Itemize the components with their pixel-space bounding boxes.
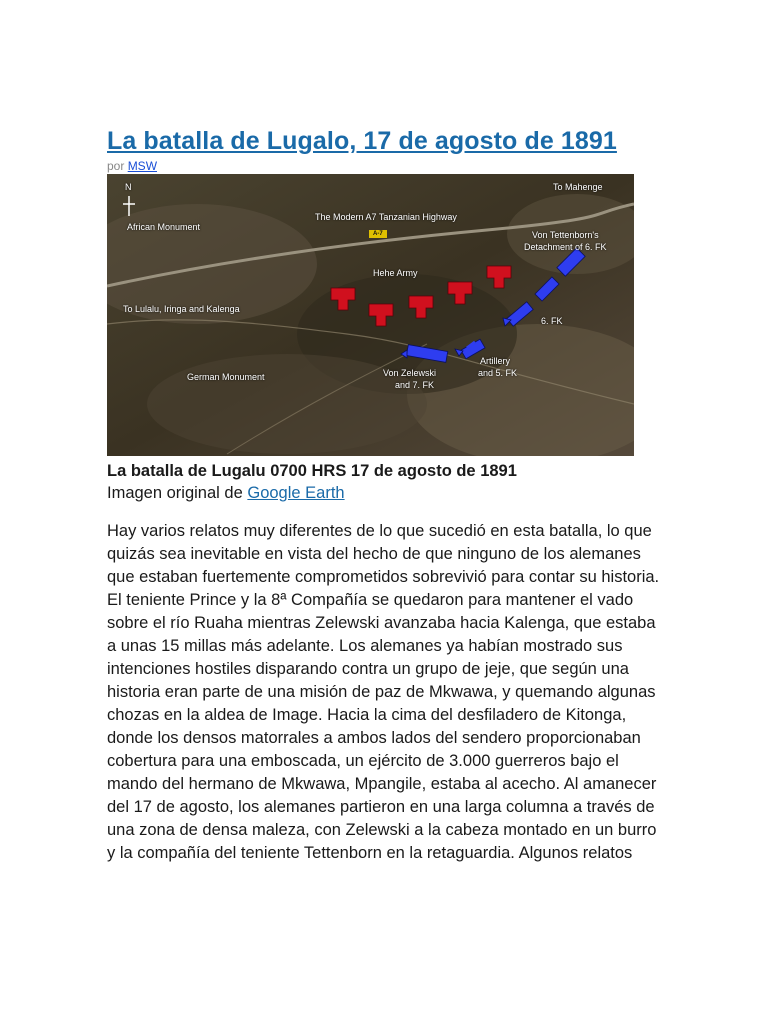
to-mahenge-label: To Mahenge: [553, 182, 603, 192]
north-label: N: [125, 182, 132, 192]
google-earth-link[interactable]: Google Earth: [247, 484, 345, 502]
artillery-label-2: and 5. FK: [478, 368, 518, 378]
article-body: Hay varios relatos muy diferentes de lo que sucedió en esta batalla, lo que quizás sea inevitable en vista del hecho de que ninguno de los alemanes que estaban fuertemente comprometidos sobrevivió para contar su historia. El teniente Prince y la 8ª Compañía se quedaron para mantener el vado sobre el río Ruaha mientras Zelewski avanzaba hacia Kalenga, que estaba a unas 15 millas más adelante. Los alemanes ya habían mostrado sus intenciones hostiles disparando contra un grupo de jeje, que según una historia eran parte de una misión de paz de Mkwawa, y quemando algunas chozas en la aldea de Image. Hacia la cima del desfiladero de Kitonga, donde los densos matorrales a ambos lados del sendero proporcionaban cobertura para una emboscada, un ejército de 3.000 guerreros bajo el mando del hermano de Mkwawa, Mpangile, estaba al acecho. Al amanecer del 17 de agosto, los alemanes partieron en una larga columna a través de una zona de densa maleza, con Zelewski a la cabeza montado en un burro y la compañía del teniente Tettenborn en la retaguardia. Algunos relatos: [107, 522, 660, 862]
hehe-army-label: Hehe Army: [373, 268, 418, 278]
zelewski-label: Von Zelewski: [383, 368, 437, 378]
highway-label: The Modern A7 Tanzanian Highway: [315, 212, 457, 222]
article: [107, 124, 667, 865]
to-lulalu-label: To Lulalu, Iringa and Kalenga: [123, 304, 240, 314]
zelewski-label-2: and 7. FK: [395, 380, 435, 390]
image-caption-title: La batalla de Lugalu 0700 HRS 17 de agosto de 1891: [107, 462, 517, 480]
byline: [107, 158, 667, 174]
image-caption-source: [107, 482, 667, 504]
african-monument-label: African Monument: [127, 222, 201, 232]
source-prefix: Imagen original de: [107, 484, 243, 502]
byline-prefix: por: [107, 159, 125, 173]
tettenborn-label: Von Tettenborn's: [532, 230, 599, 240]
german-monument-label: German Monument: [187, 372, 265, 382]
battle-map-image: [107, 174, 634, 456]
article-title[interactable]: La batalla de Lugalo, 17 de agosto de 1891: [107, 127, 617, 155]
artillery-label: Artillery: [480, 356, 511, 366]
tettenborn-label-2: Detachment of 6. FK: [524, 242, 607, 252]
fk6-label: 6. FK: [541, 316, 563, 326]
road-badge: A-7: [369, 230, 387, 238]
author-link[interactable]: MSW: [127, 159, 158, 173]
